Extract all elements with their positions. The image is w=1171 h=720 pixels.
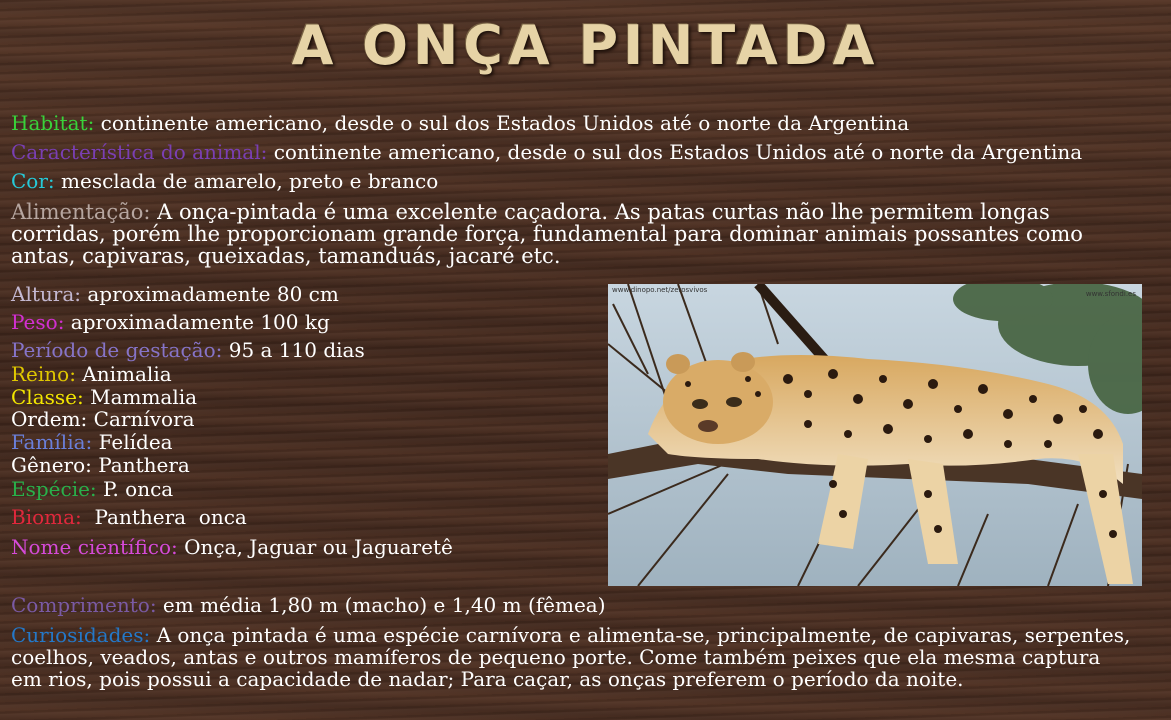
curiosidades-label: Curiosidades:: [11, 623, 151, 647]
familia-label: Família:: [11, 430, 93, 454]
row-reino: [11, 362, 172, 386]
photo-watermark-left: www.dinopo.net/zerosvivos: [612, 286, 708, 294]
nome-cientifico-label: Nome científico:: [11, 535, 178, 559]
row-comprimento: [11, 593, 606, 617]
row-peso: [11, 310, 330, 334]
classe-value: Mammalia: [83, 385, 198, 409]
row-altura: [11, 282, 339, 306]
familia-value: Felídea: [92, 430, 173, 454]
alimentacao-value: A onça-pintada é uma excelente caçadora. As patas curtas não lhe permitem longas corridas, porém lhe proporcionam grande força, fundamental para dominar animais possantes como antas, capivaras, queixadas, tamanduás, jacaré etc.: [11, 200, 1083, 268]
alimentacao-label: Alimentação:: [11, 200, 158, 224]
comprimento-label: Comprimento:: [11, 593, 157, 617]
cor-value: mesclada de amarelo, preto e branco: [54, 169, 439, 193]
bioma-label: Bioma:: [11, 505, 82, 529]
altura-value: aproximadamente 80 cm: [80, 282, 339, 306]
row-familia: [11, 430, 173, 454]
row-caracteristica: [11, 140, 1082, 164]
genero-value: Panthera: [91, 453, 190, 477]
genero-label: Gênero:: [11, 453, 92, 477]
row-classe: [11, 385, 197, 409]
ordem-label: Ordem:: [11, 407, 88, 431]
classe-label: Classe:: [11, 385, 84, 409]
reino-value: Animalia: [75, 362, 172, 386]
row-gestacao: [11, 338, 365, 362]
habitat-label: Habitat:: [11, 111, 95, 135]
photo-watermark-right: www.sfondi.es: [1085, 290, 1136, 298]
gestacao-value: 95 a 110 dias: [222, 338, 365, 362]
row-cor: [11, 169, 438, 193]
curiosidades-value: A onça pintada é uma espécie carnívora e alimenta-se, principalmente, de capivaras, serpentes, coelhos, veados, antas e outros mamíferos de pequeno porte. Come também peixes que ela mesma captura em rios, pois possui a capacidade de nadar; Para caçar, as onças preferem o período da noite.: [11, 623, 1131, 691]
altura-label: Altura:: [11, 282, 81, 306]
row-nome-cientifico: [11, 535, 453, 559]
slide-title: A ONÇA PINTADA: [291, 14, 880, 77]
nome-cientifico-value: Onça, Jaguar ou Jaguaretê: [177, 535, 453, 559]
habitat-value: continente americano, desde o sul dos Estados Unidos até o norte da Argentina: [94, 111, 910, 135]
row-habitat: [11, 111, 909, 135]
ordem-value: Carnívora: [87, 407, 195, 431]
peso-value: aproximadamente 100 kg: [64, 310, 330, 334]
jaguar-photo: [608, 284, 1142, 586]
gestacao-label: Período de gestação:: [11, 338, 223, 362]
row-genero: [11, 453, 190, 477]
row-ordem: [11, 407, 195, 431]
jaguar-illustration: [608, 284, 1142, 586]
peso-label: Peso:: [11, 310, 65, 334]
row-bioma: [11, 505, 247, 529]
row-curiosidades: [11, 624, 1131, 690]
especie-value: P. onca: [96, 477, 174, 501]
cor-label: Cor:: [11, 169, 55, 193]
reino-label: Reino:: [11, 362, 76, 386]
caracteristica-value: continente americano, desde o sul dos Estados Unidos até o norte da Argentina: [267, 140, 1083, 164]
especie-label: Espécie:: [11, 477, 97, 501]
caracteristica-label: Característica do animal:: [11, 140, 268, 164]
comprimento-value: em média 1,80 m (macho) e 1,40 m (fêmea): [156, 593, 606, 617]
row-especie: [11, 477, 173, 501]
row-alimentacao: [11, 201, 1141, 267]
bioma-value: Panthera onca: [81, 505, 247, 529]
